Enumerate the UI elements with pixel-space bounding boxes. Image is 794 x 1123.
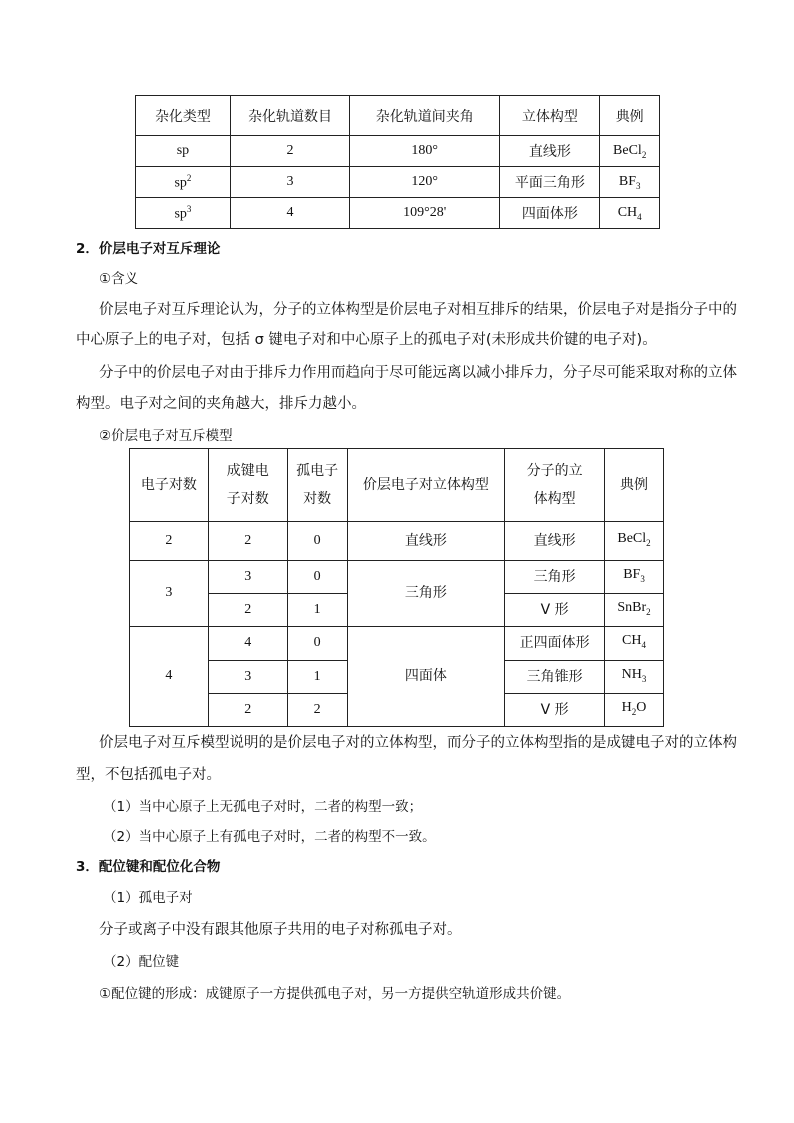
subheading-lone-pair: （1）孤电子对 — [103, 890, 193, 906]
hybrid-superscript: 2 — [186, 172, 192, 183]
paragraph-line: 中心原子上的电子对，包括 σ 键电子对和中心原子上的孤电子对(未形成共价键的电子对)。 — [76, 332, 657, 348]
paragraph-line: 分子或离子中没有跟其他原子共用的电子对称孤电子对。 — [99, 922, 462, 938]
bond-pair-cell: 2 — [208, 522, 287, 561]
bond-pair-cell: 4 — [208, 626, 287, 660]
list-item: （1）当中心原子上无孤电子对时，二者的构型一致； — [103, 799, 423, 815]
subheading-meaning: ①含义 — [99, 271, 139, 287]
example-cell — [605, 522, 664, 561]
hybrid-type: sp — [176, 143, 190, 158]
subheading-vsepr-model: ②价层电子对互斥模型 — [99, 428, 233, 444]
pair-count-cell: 2 — [130, 522, 209, 561]
example-cell — [605, 660, 664, 693]
header-cell: 杂化类型 — [136, 96, 231, 136]
table-row — [136, 136, 660, 167]
paragraph-line: 价层电子对互斥理论认为，分子的立体构型是价层电子对相互排斥的结果，价层电子对是指分子中的 — [99, 302, 737, 318]
pair-count-cell: 3 — [130, 561, 209, 627]
example-cell — [605, 626, 664, 660]
pair-count-cell: 4 — [130, 626, 209, 726]
lone-pair-cell: 2 — [287, 693, 347, 726]
header-line: 体构型 — [533, 491, 576, 507]
orbital-count-cell: 2 — [230, 136, 349, 167]
hybrid-type-cell — [136, 167, 231, 198]
angle-cell: 180° — [350, 136, 500, 167]
angle-cell: 120° — [350, 167, 500, 198]
table-header-row — [136, 96, 660, 136]
header-cell: 典例 — [600, 96, 660, 136]
table-row — [136, 167, 660, 198]
lone-pair-cell: 0 — [287, 626, 347, 660]
paragraph-line: 型，不包括孤电子对。 — [76, 767, 221, 783]
header-cell: 杂化轨道数目 — [230, 96, 349, 136]
formula: BeCl — [617, 531, 647, 547]
formula-tail: O — [636, 699, 647, 715]
example-cell — [600, 198, 660, 229]
hybrid-superscript: 3 — [186, 203, 192, 214]
header-cell: 杂化轨道间夹角 — [350, 96, 500, 136]
header-cell — [287, 449, 347, 522]
paragraph-line: 构型。电子对之间的夹角越大，排斥力越小。 — [76, 396, 366, 412]
table-row — [130, 561, 664, 594]
section-2-heading: 2．价层电子对互斥理论 — [76, 241, 221, 257]
bond-pair-cell: 3 — [208, 561, 287, 594]
header-line: 子对数 — [226, 491, 269, 507]
example-cell — [605, 593, 664, 626]
vsepr-shape-cell: 直线形 — [347, 522, 505, 561]
example-cell — [600, 167, 660, 198]
example-cell — [605, 561, 664, 594]
paragraph-line: 分子中的价层电子对由于排斥力作用而趋向于尽可能远离以减小排斥力，分子尽可能采取对称的立体 — [99, 365, 737, 381]
orbital-count-cell: 3 — [230, 167, 349, 198]
table-row — [136, 198, 660, 229]
header-cell — [505, 449, 605, 522]
hybridization-table — [135, 95, 660, 229]
vsepr-shape-cell: 三角形 — [347, 561, 505, 627]
vsepr-shape-cell: 四面体 — [347, 626, 505, 726]
formula-subscript: 2 — [631, 706, 637, 717]
paragraph-line: ①配位键的形成：成键原子一方提供孤电子对，另一方提供空轨道形成共价键。 — [99, 986, 571, 1002]
formula: CH — [617, 204, 638, 220]
formula: BF — [618, 173, 636, 189]
molecule-shape-cell: 直线形 — [505, 522, 605, 561]
lone-pair-cell: 0 — [287, 561, 347, 594]
formula-subscript: 4 — [641, 639, 646, 650]
table-row — [130, 626, 664, 660]
paragraph-line: 价层电子对互斥模型说明的是价层电子对的立体构型，而分子的立体构型指的是成键电子对的立体构 — [99, 735, 737, 751]
molecule-shape-cell: V 形 — [505, 593, 605, 626]
formula-subscript: 3 — [636, 180, 641, 191]
bond-pair-cell: 2 — [208, 693, 287, 726]
lone-pair-cell: 1 — [287, 660, 347, 693]
hybrid-type-cell — [136, 198, 231, 229]
shape-cell: 直线形 — [500, 136, 600, 167]
list-item: （2）当中心原子上有孤电子对时，二者的构型不一致。 — [103, 829, 436, 845]
hybrid-type: sp — [174, 175, 187, 191]
header-cell: 典例 — [605, 449, 664, 522]
shape-cell: 平面三角形 — [500, 167, 600, 198]
lone-pair-cell: 0 — [287, 522, 347, 561]
table-row — [130, 522, 664, 561]
formula-subscript: 2 — [646, 537, 651, 548]
formula-subscript: 2 — [641, 149, 647, 160]
formula: NH — [621, 666, 642, 682]
lone-pair-cell: 1 — [287, 593, 347, 626]
bond-pair-cell: 3 — [208, 660, 287, 693]
header-line: 成键电 — [226, 463, 269, 479]
formula-subscript: 2 — [646, 606, 651, 617]
angle-cell: 109°28' — [350, 198, 500, 229]
table-header-row — [130, 449, 664, 522]
bond-pair-cell: 2 — [208, 593, 287, 626]
hybrid-type-cell — [136, 136, 231, 167]
formula-subscript: 3 — [640, 573, 645, 584]
molecule-shape-cell: 三角锥形 — [505, 660, 605, 693]
example-cell — [600, 136, 660, 167]
molecule-shape-cell: V 形 — [505, 693, 605, 726]
molecule-shape-cell: 正四面体形 — [505, 626, 605, 660]
orbital-count-cell: 4 — [230, 198, 349, 229]
example-cell — [605, 693, 664, 726]
header-cell: 立体构型 — [500, 96, 600, 136]
formula: SnBr — [617, 599, 647, 615]
header-cell: 价层电子对立体构型 — [347, 449, 505, 522]
header-line: 孤电子 — [296, 463, 339, 479]
header-cell — [208, 449, 287, 522]
molecule-shape-cell: 三角形 — [505, 561, 605, 594]
formula: BeCl — [613, 142, 642, 158]
header-line: 对数 — [303, 491, 332, 507]
formula-subscript: 3 — [641, 673, 647, 684]
shape-cell: 四面体形 — [500, 198, 600, 229]
formula-subscript: 4 — [637, 211, 642, 222]
vsepr-table — [129, 448, 664, 727]
section-3-heading: 3．配位键和配位化合物 — [76, 859, 221, 875]
formula: BF — [623, 567, 641, 582]
subheading-coordinate-bond: （2）配位键 — [103, 954, 180, 970]
formula: H — [621, 699, 632, 715]
formula: CH — [622, 633, 642, 649]
header-line: 分子的立 — [526, 463, 583, 479]
header-cell: 电子对数 — [130, 449, 209, 522]
hybrid-type: sp — [174, 206, 187, 222]
